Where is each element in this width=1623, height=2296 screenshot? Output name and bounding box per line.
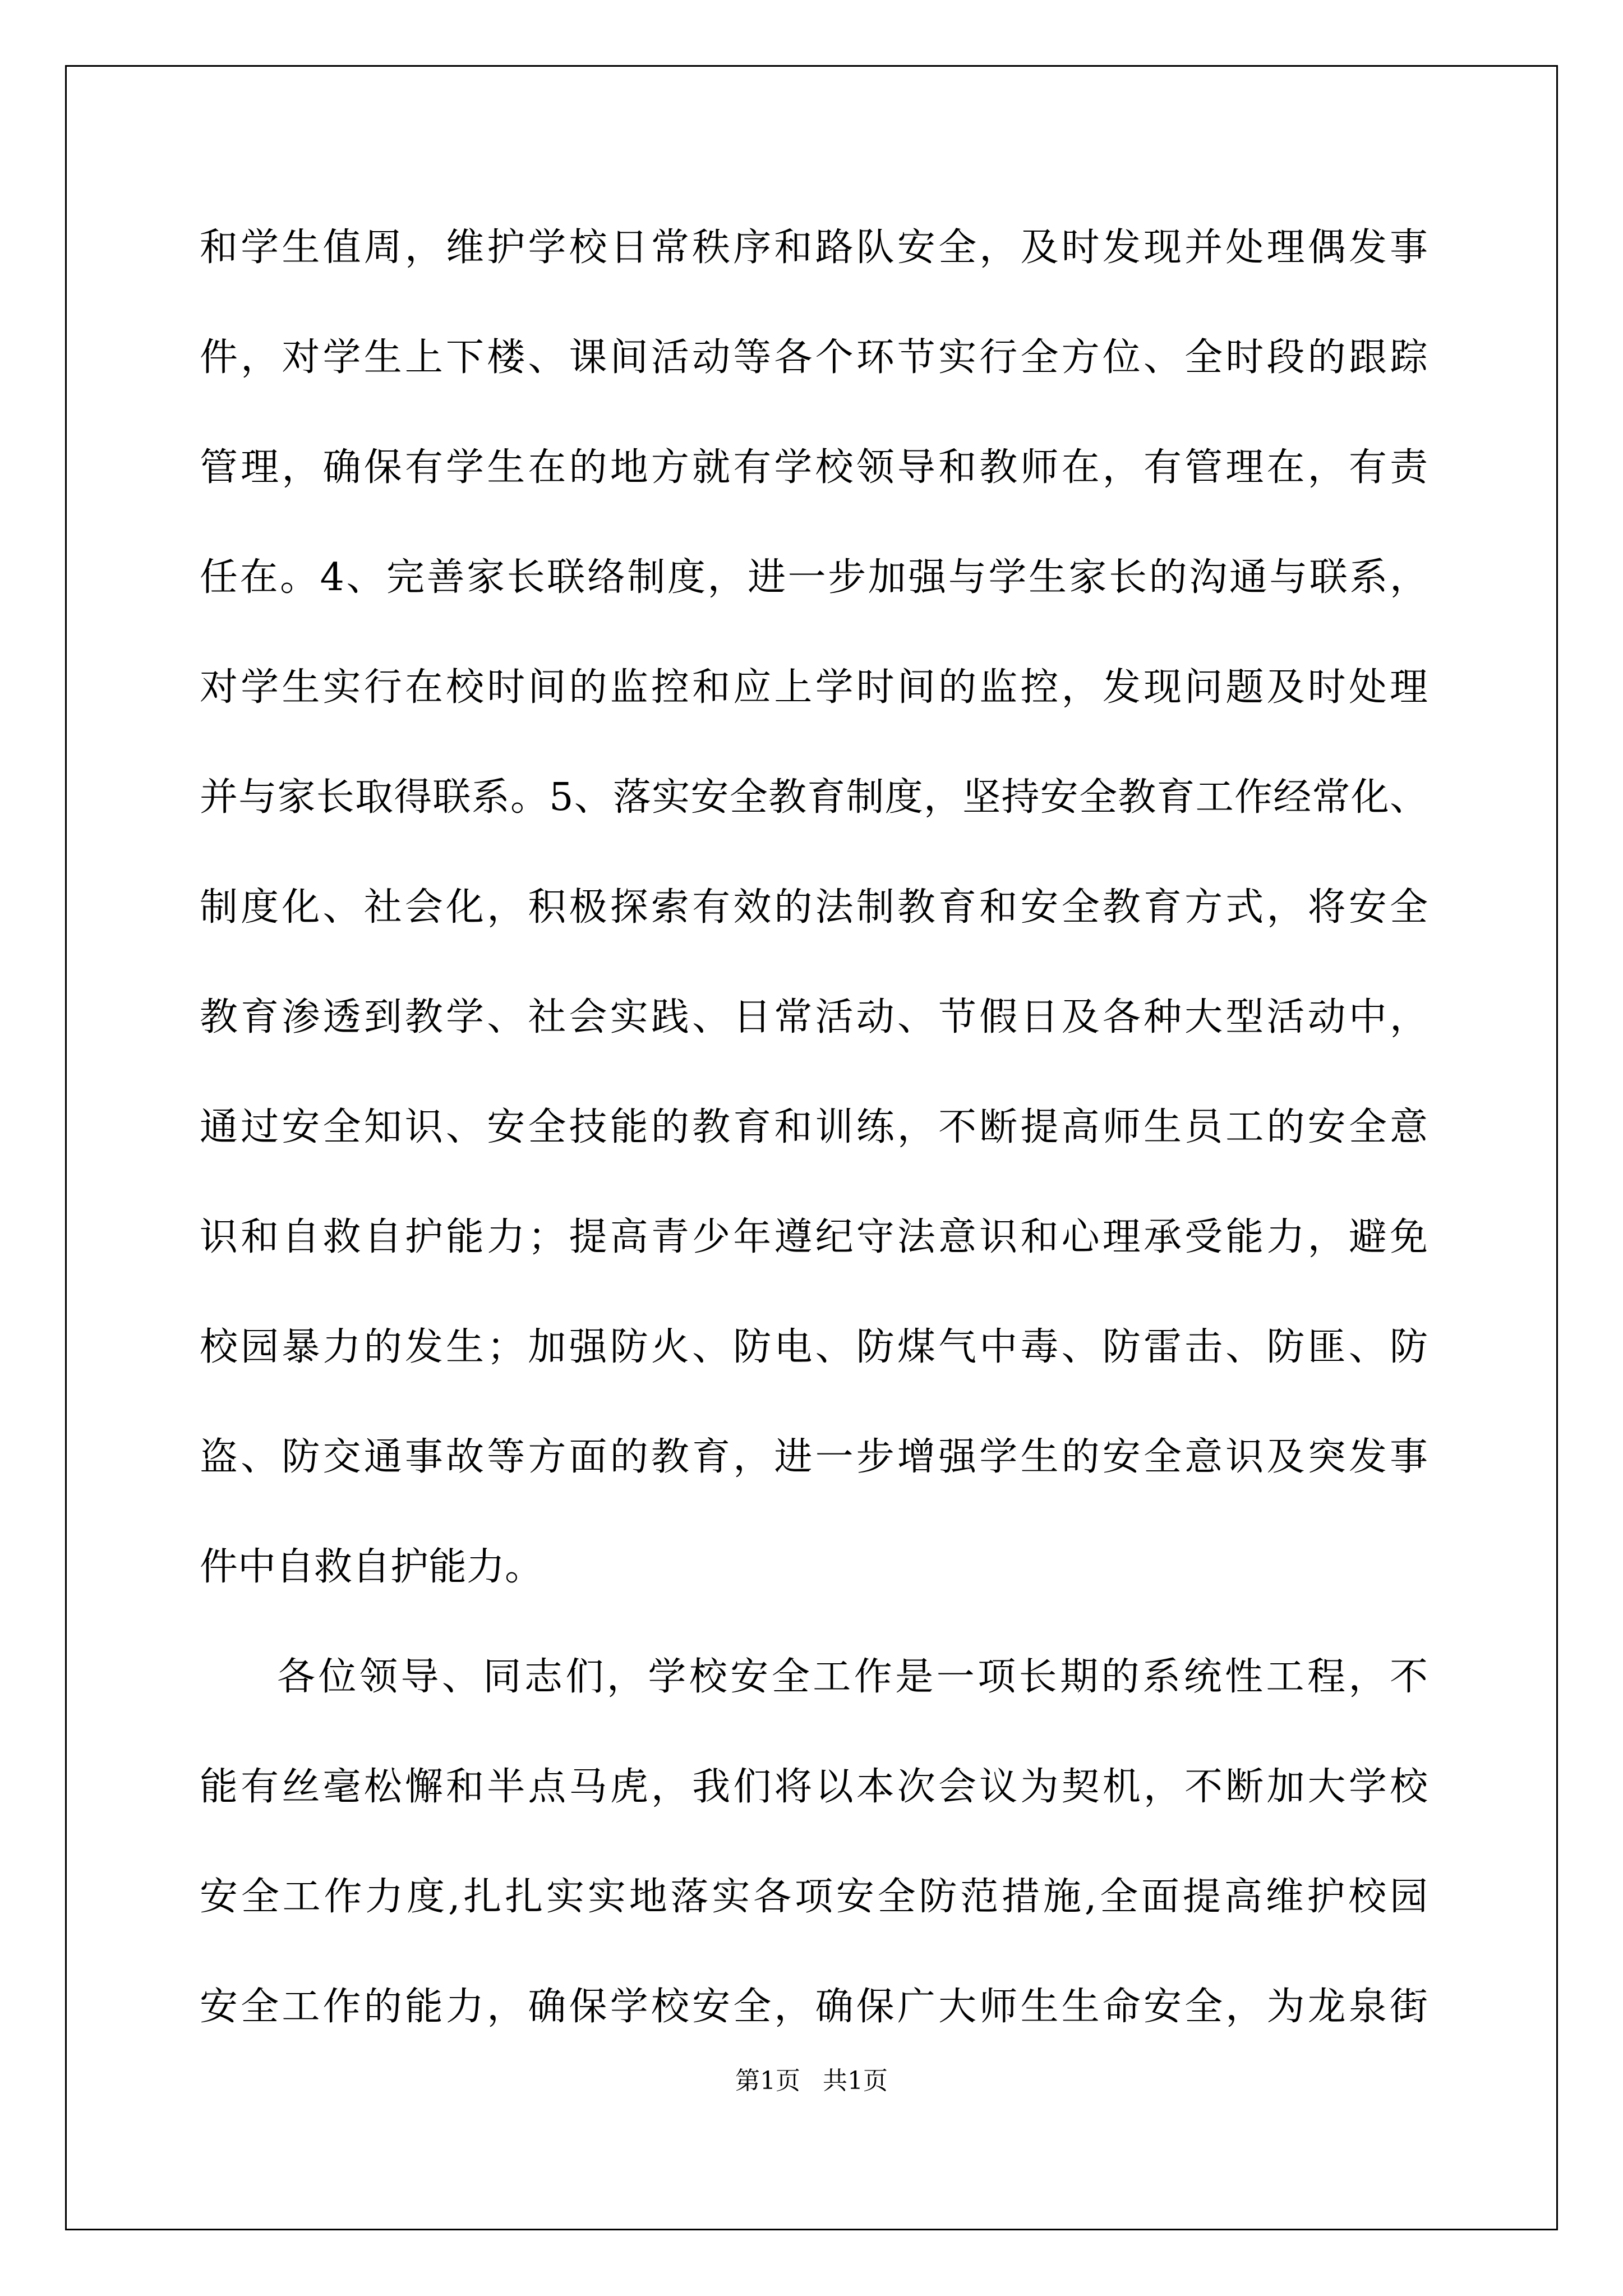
text-line: 各位领导、同志们，学校安全工作是一项长期的系统性工程，不 — [277, 1655, 1428, 1699]
paragraph-2 — [200, 1649, 1428, 2089]
text-line: 通过安全知识、安全技能的教育和训练，不断提高师生员工的安全意 — [200, 1105, 1428, 1149]
page-total: 共1页 — [823, 2067, 888, 2095]
text-line: 教育渗透到教学、社会实践、日常活动、节假日及各种大型活动中， — [200, 995, 1428, 1039]
text-line: 件中自救自护能力。 — [200, 1545, 543, 1589]
text-line: 识和自救自护能力；提高青少年遵纪守法意识和心理承受能力，避免 — [200, 1215, 1428, 1259]
text-line: 任在。4、完善家长联络制度，进一步加强与学生家长的沟通与联系， — [200, 555, 1428, 600]
text-line: 安全工作力度,扎扎实实地落实各项安全防范措施,全面提高维护校园 — [200, 1875, 1428, 1919]
text-line: 安全工作的能力，确保学校安全，确保广大师生生命安全，为龙泉街 — [200, 1985, 1428, 2029]
document-body — [200, 220, 1428, 2089]
text-line: 件，对学生上下楼、课间活动等各个环节实行全方位、全时段的跟踪 — [200, 335, 1428, 380]
text-line: 并与家长取得联系。5、落实安全教育制度，坚持安全教育工作经常化、 — [200, 775, 1428, 820]
text-line: 对学生实行在校时间的监控和应上学时间的监控，发现问题及时处理 — [200, 665, 1428, 710]
text-line: 盗、防交通事故等方面的教育，进一步增强学生的安全意识及突发事 — [200, 1435, 1428, 1479]
text-line: 能有丝毫松懈和半点马虎，我们将以本次会议为契机，不断加大学校 — [200, 1765, 1428, 1809]
text-line: 和学生值周，维护学校日常秩序和路队安全，及时发现并处理偶发事 — [200, 226, 1428, 270]
text-line: 管理，确保有学生在的地方就有学校领导和教师在，有管理在，有责 — [200, 445, 1428, 490]
page-footer — [0, 2064, 1623, 2098]
text-line: 制度化、社会化，积极探索有效的法制教育和安全教育方式，将安全 — [200, 885, 1428, 930]
text-line: 校园暴力的发生；加强防火、防电、防煤气中毒、防雷击、防匪、防 — [200, 1325, 1428, 1369]
paragraph-1 — [200, 220, 1428, 1649]
page-number: 第1页 — [735, 2067, 800, 2095]
